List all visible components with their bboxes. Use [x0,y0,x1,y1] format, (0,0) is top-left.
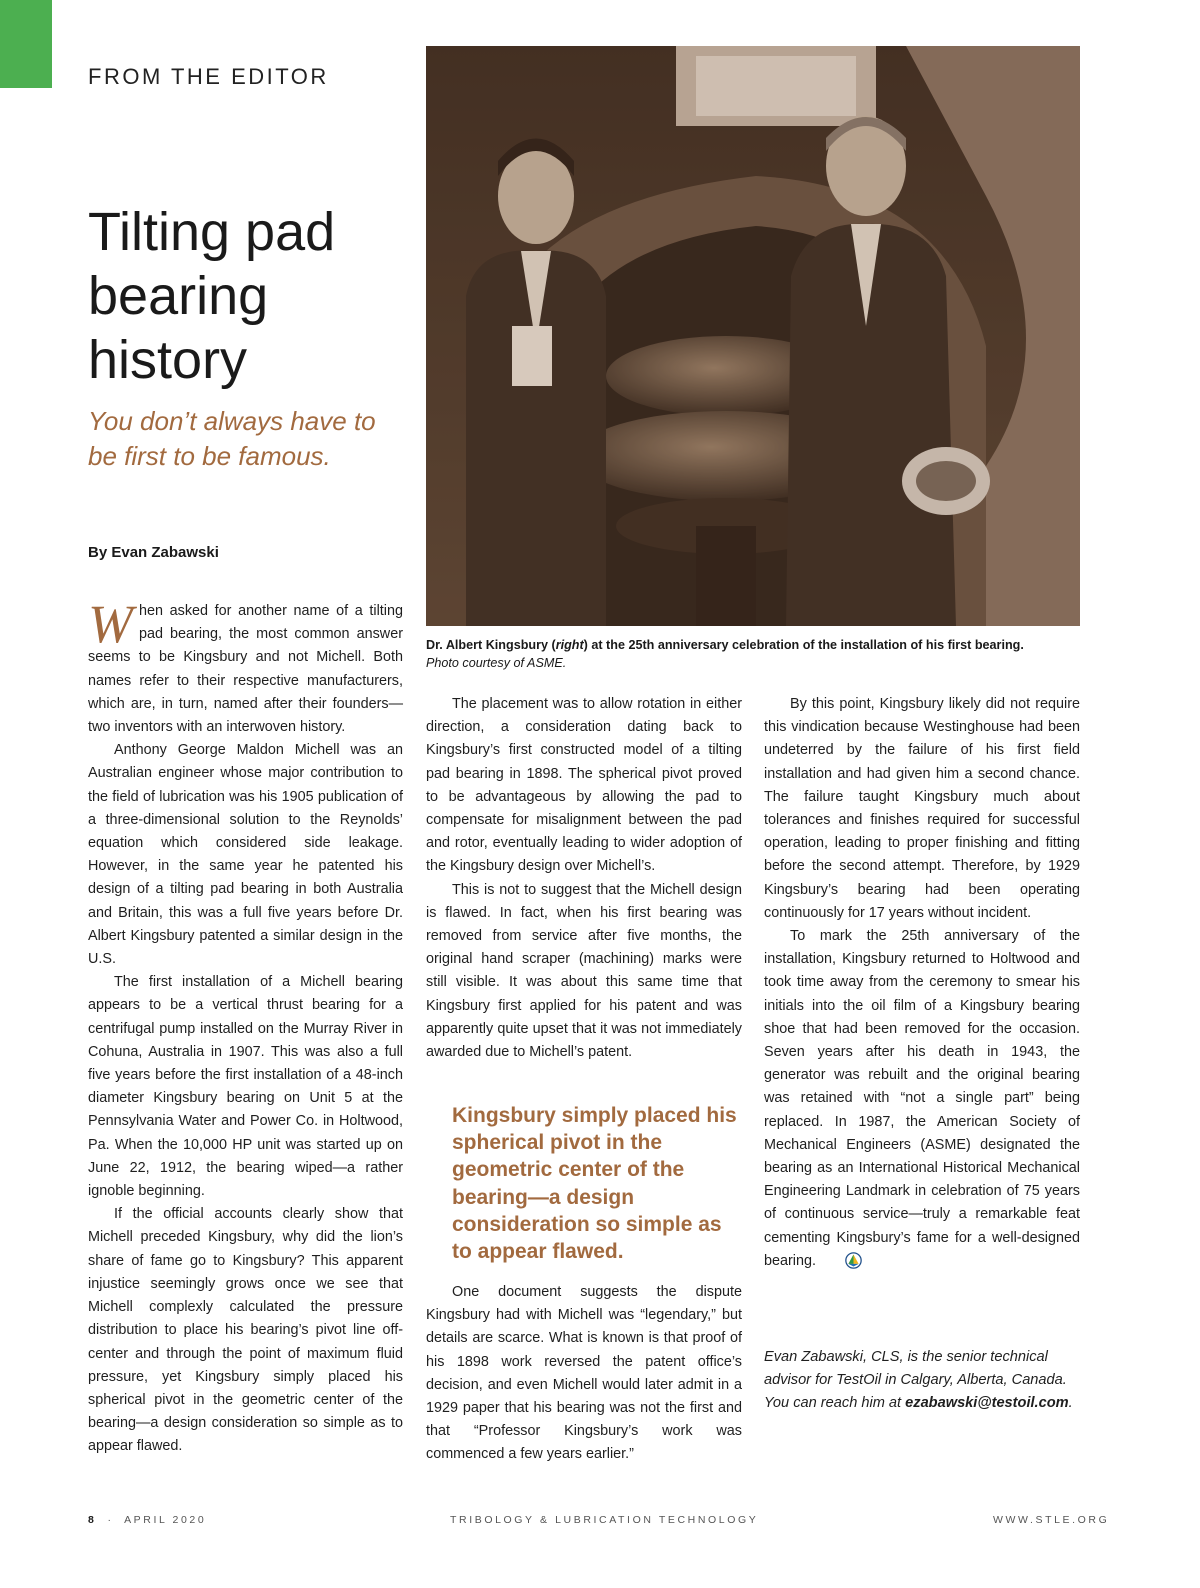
paragraph-9 [764,925,1080,1277]
paragraph-1-text: hen asked for another name of a tilting pad bearing, the most common answer seems to be Kingsbury and not Michell. Both names refer to their respective manufacturers, which are, in turn, named after their founders—two inventors with an interwoven history. [88,603,403,736]
article-subtitle: You don’t always have to be first to be famous. [88,406,376,471]
photo-credit: Photo courtesy of ASME. [426,656,567,670]
paragraph-2: Anthony George Maldon Michell was an Australian engineer whose major contribution to the field of lubrication was his 1905 publication of a three-dimensional solution to the Reynolds’ equation which considered side leakage. However, in the same year he patented his design of a tilting pad bearing in both Australia and Britain, this was a full five years before Dr. Albert Kingsbury patented a similar design in the U.S. [88,742,403,968]
paragraph-9-text: To mark the 25th anniversary of the installation, Kingsbury returned to Holtwood and took time away from the ceremony to smear his initials into the oil film of a Kingsbury bearing shoe that had been removed for the occasion. Seven years after his death in 1943, the generator was rebuilt and the original bearing was retained with “not a single part” being replaced. In 1987, the American Society of Mechanical Engineers (ASME) designated the bearing as an International Historical Mechanical Engineering Landmark in celebration of 75 years of continuous service—truly a remarkable feat cementing Kingsbury’s fame for a well-designed bearing. [764,928,1080,1269]
caption-text-pre: Dr. Albert Kingsbury ( [426,638,556,652]
paragraph-8: By this point, Kingsbury likely did not require this vindication because Westinghouse had been undeterred by the failure of his first field installation and had given him a second chance. The failure taught Kingsbury much about tolerances and finishes required for successful operation, leading to proper finishing and fitting before the second attempt. Therefore, by 1929 Kingsbury’s bearing had been operating continuously for 17 years without incident. [764,696,1080,921]
article-column-2-continued [426,1281,742,1467]
magazine-name: TRIBOLOGY & LUBRICATION TECHNOLOGY [450,1514,759,1526]
paragraph-5: The placement was to allow rotation in either direction, a consideration dating back to Kingsbury’s first constructed model of a tilting pad bearing in 1898. The spherical pivot proved to be advantageous by allowing the pad to compensate for misalignment between the pad and rotor, eventually leading to wider adoption of the Kingsbury design over Michell’s. [426,696,742,875]
paragraph-1 [88,594,403,739]
article-title: Tilting pad bearing history [88,202,336,390]
archival-photo [426,46,1080,626]
photo-caption [426,636,1086,672]
author-bio [764,1346,1080,1416]
page-number: 8 [88,1514,97,1526]
stle-end-mark-icon [819,1252,862,1277]
article-column-2 [426,693,742,1064]
paragraph-7: One document suggests the dispute Kingsbury had with Michell was “legendary,” but details are scarce. What is known is that proof of his 1898 work reversed the patent office’s decision, and even Michell would later admit in a 1929 paper that his bearing was not the first and that “Professor Kingsbury’s work was commenced a few years earlier.” [426,1284,742,1463]
caption-text-post: ) at the 25th anniversary celebration of the installation of his first bearing. [583,638,1024,652]
website-link[interactable]: WWW.STLE.ORG [993,1514,1110,1526]
author-email-link[interactable]: ezabawski@testoil.com [905,1395,1069,1412]
footer-left [88,1514,206,1526]
paragraph-3: The first installation of a Michell bearing appears to be a vertical thrust bearing for a centrifugal pump installed on the Murray River in Cohuna, Australia in 1907. This was also a full five years before the first installation of a 48-inch diameter Kingsbury bearing on Unit 5 at the Pennsylvania Water and Power Co. in Holtwood, Pa. When the 10,000 HP unit was started up on June 22, 1912, the bearing wiped—a rather ignoble beginning. [88,974,403,1200]
issue-date: APRIL 2020 [124,1514,207,1526]
author-bio-end: . [1068,1395,1073,1412]
section-color-tab [0,0,52,88]
byline: By Evan Zabawski [88,544,219,561]
footer-separator: · [107,1514,114,1526]
author-bio-text: Evan Zabawski, CLS, is the senior technical advisor for TestOil in Calgary, Alberta, Canada. You can reach him at [764,1349,1067,1412]
photo-illustration [426,46,1080,626]
paragraph-4: If the official accounts clearly show that Michell preceded Kingsbury, why did the lion’s share of fame go to Kingsbury? This apparent injustice seemingly grows once we see that Michell complexly calculated the pressure distribution to place his bearing’s pivot line off-center and through the point of maximum fluid pressure, yet Kingsbury simply placed his spherical pivot in the geometric center of the bearing—a design consideration so simple as to appear flawed. [88,1206,403,1455]
section-label: FROM THE EDITOR [88,64,329,89]
article-column-3 [764,693,1080,1277]
paragraph-6: This is not to suggest that the Michell design is flawed. In fact, when his first bearing was removed from service after five months, the original hand scraper (machining) marks were still visible. It was about this same time that Kingsbury first applied for his patent and was apparently quite upset that it was not immediately awarded due to Michell’s patent. [426,881,742,1061]
drop-cap: W [88,594,133,654]
article-column-1 [88,594,403,1459]
pull-quote: Kingsbury simply placed his spherical pivot in the geometric center of the bearing—a design consideration so simple as to appear flawed. [452,1104,737,1264]
caption-text-italic: right [555,638,584,652]
